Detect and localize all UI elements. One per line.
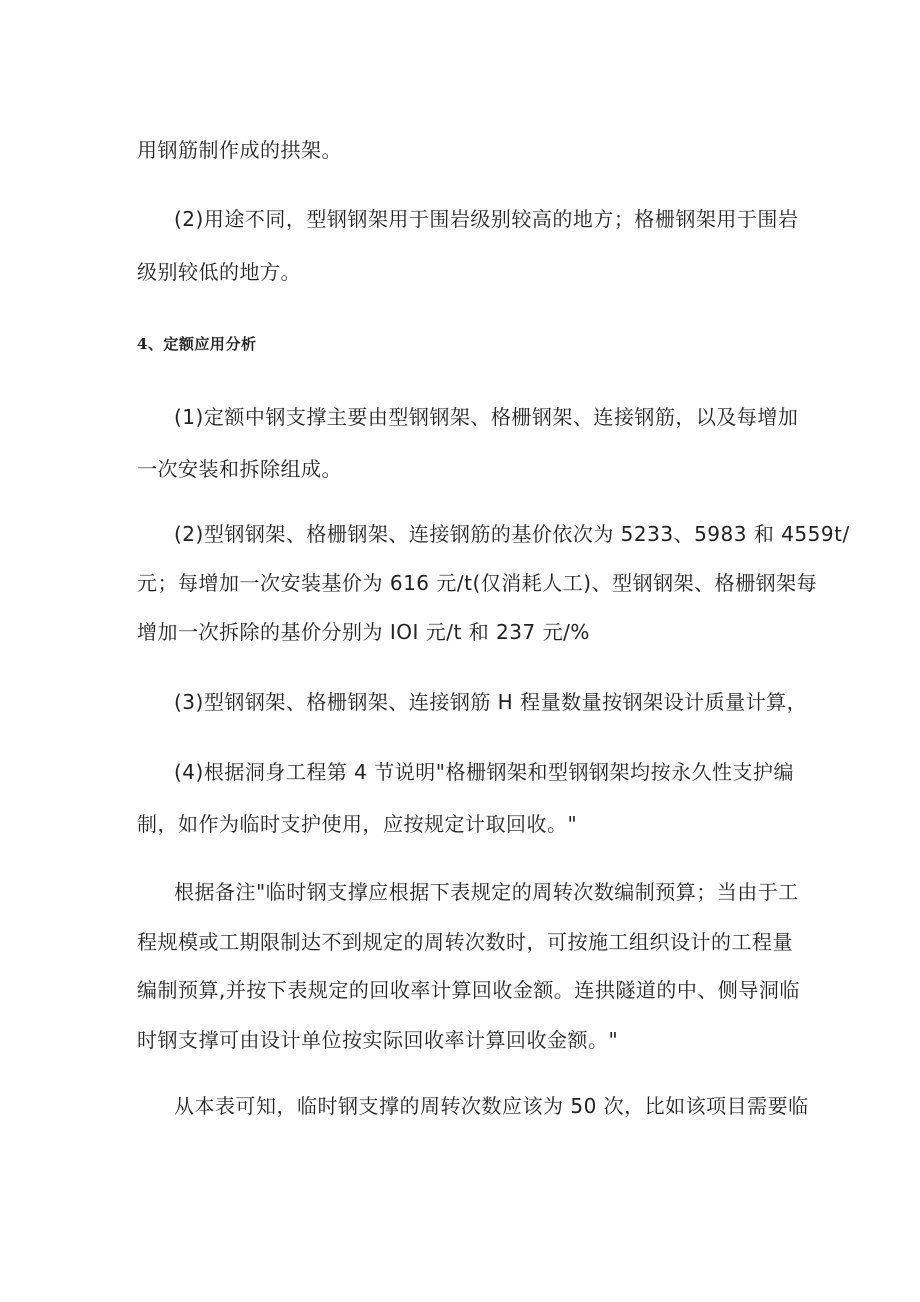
text-line-13: 根据备注"临时钢支撑应根据下表规定的周转次数编制预算；当由于工 <box>174 880 799 904</box>
text-line-7: (2)型钢钢架、格栅钢架、连接钢筋的基价依次为 5233、5983 和 4559t/ <box>174 522 850 546</box>
text-line-3: 级别较低的地方。 <box>137 260 301 284</box>
text-line-15: 编制预算,并按下表规定的回收率计算回收金额。连拱隧道的中、侧导洞临 <box>137 978 800 1002</box>
text-line-11: (4)根据洞身工程第 4 节说明"格栅钢架和型钢钢架均按永久性支护编 <box>174 760 794 784</box>
section-heading: 4、定额应用分析 <box>137 335 257 353</box>
text-line-17: 从本表可知，临时钢支撑的周转次数应该为 50 次，比如该项目需要临 <box>174 1094 809 1118</box>
text-line-16: 时钢支撑可由设计单位按实际回收率计算回收金额。" <box>137 1028 619 1052</box>
text-line-6: 一次安装和拆除组成。 <box>137 457 342 481</box>
text-line-9: 增加一次拆除的基价分别为 IOI 元/t 和 237 元/% <box>137 620 590 644</box>
text-line-8: 元；每增加一次安装基价为 616 元/t(仅消耗人工)、型钢钢架、格栅钢架每 <box>137 571 818 595</box>
text-line-2: (2)用途不同，型钢钢架用于围岩级别较高的地方；格栅钢架用于围岩 <box>174 207 799 231</box>
text-line-10: (3)型钢钢架、格栅钢架、连接钢筋 H 程量数量按钢架设计质量计算， <box>174 690 808 714</box>
text-line-1: 用钢筋制作成的拱架。 <box>137 138 342 162</box>
text-line-12: 制，如作为临时支护使用，应按规定计取回收。" <box>137 812 578 836</box>
text-line-14: 程规模或工期限制达不到规定的周转次数时，可按施工组织设计的工程量 <box>137 930 793 954</box>
text-line-5: (1)定额中钢支撑主要由型钢钢架、格栅钢架、连接钢筋，以及每增加 <box>174 405 799 429</box>
